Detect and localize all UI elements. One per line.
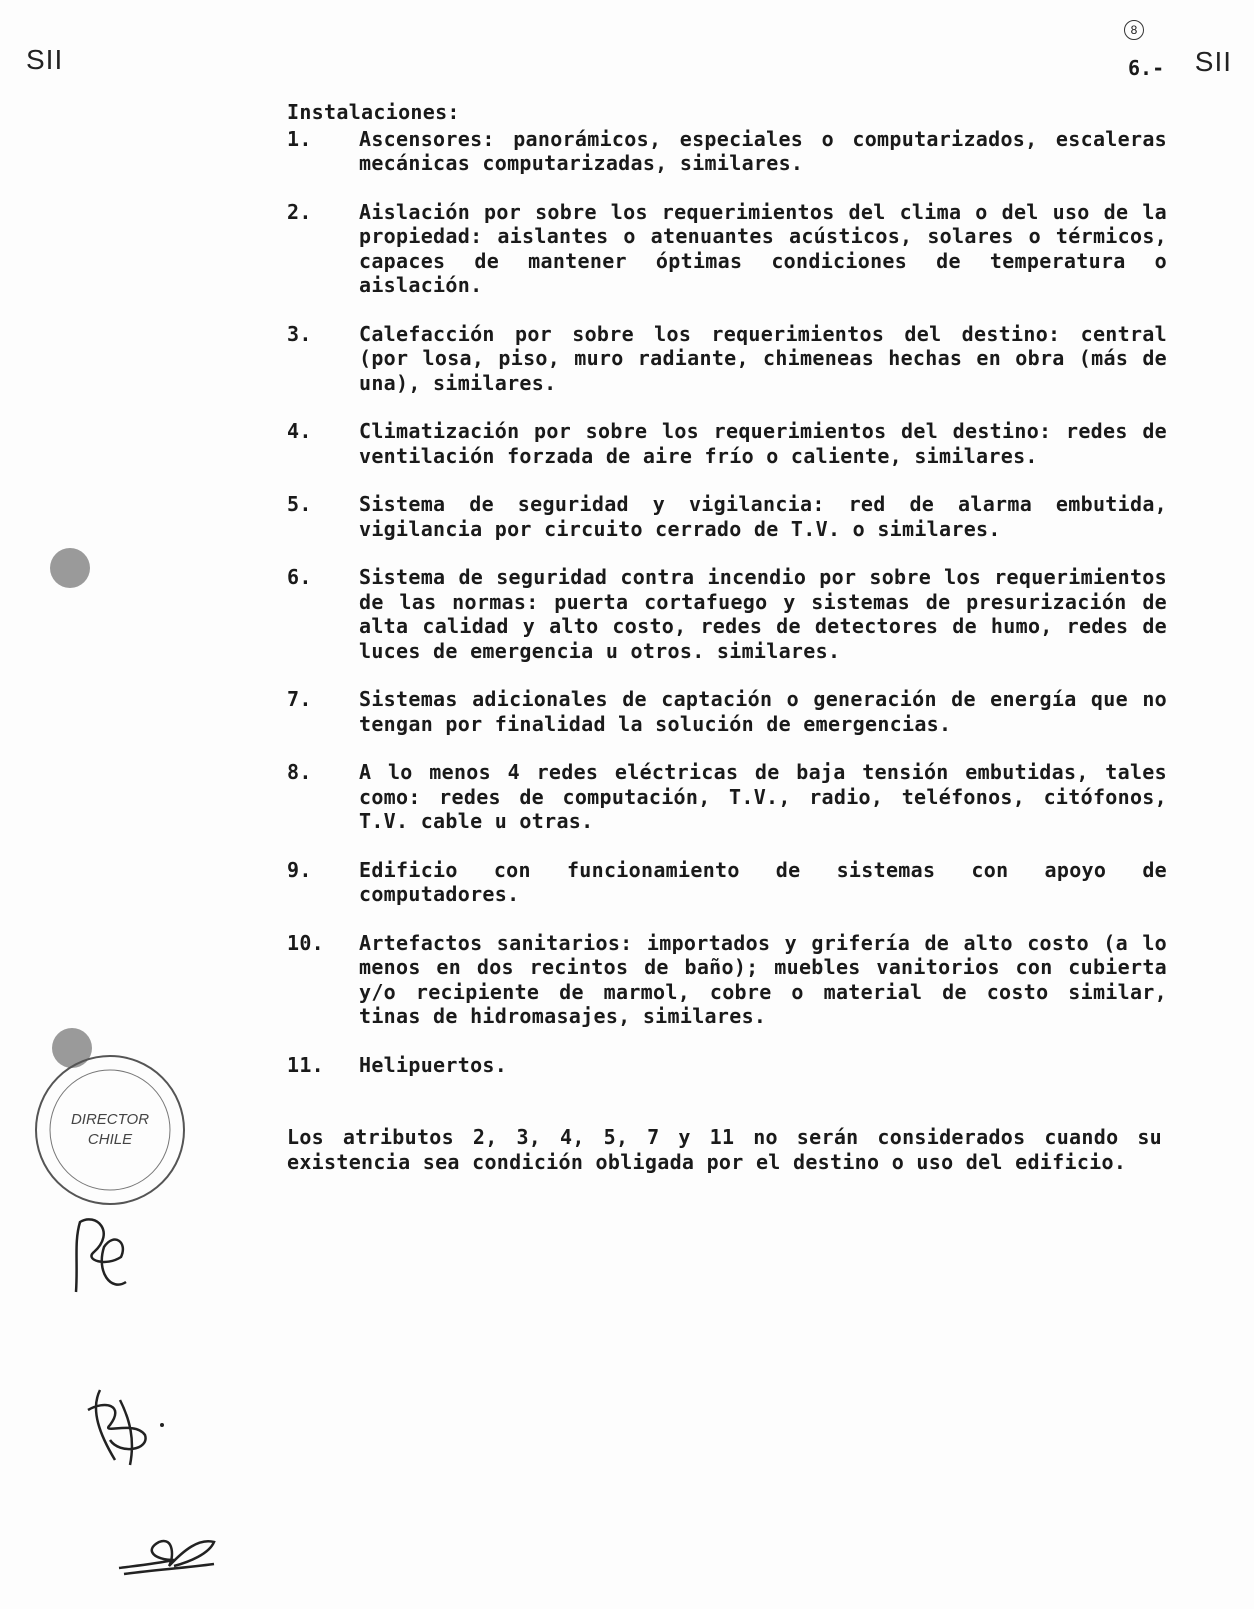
list-item — [287, 565, 1167, 663]
item-text: Sistema de seguridad y vigilancia: red de alarma embutida, vigilancia por circuito cerrado de T.V. o similares. — [359, 492, 1167, 541]
item-number: 7. — [287, 687, 312, 711]
list-item — [287, 1053, 1167, 1078]
item-text: Edificio con funcionamiento de sistemas con apoyo de computadores. — [359, 857, 1167, 906]
document-body — [287, 100, 1167, 1174]
item-text: Calefacción por sobre los requerimientos del destino: central (por losa, piso, muro radiante, chimeneas hechas en obra (más de una), similares. — [359, 321, 1167, 395]
item-number: 5. — [287, 492, 312, 516]
item-number: 9. — [287, 857, 312, 882]
item-number: 2. — [287, 199, 312, 224]
page-number: 6.- — [1128, 56, 1165, 80]
item-number: 8. — [287, 760, 312, 784]
item-text: Artefactos sanitarios: importados y grifería de alto costo (a lo menos en dos recintos de baño); muebles vanitorios con cubierta y/o recipiente de marmol, cobre o material de costo similar, tinas de hidromasajes, similares. — [359, 930, 1167, 1028]
list-item — [287, 419, 1167, 468]
item-number: 10. — [287, 930, 325, 955]
stamp-director-text: DIRECTOR — [70, 1111, 150, 1128]
signature-icon — [80, 1380, 170, 1470]
punch-hole-upper — [50, 548, 90, 588]
item-number: 1. — [287, 126, 312, 151]
item-text: Helipuertos. — [359, 1052, 508, 1077]
item-text: Ascensores: panorámicos, especiales o computarizados, escaleras mecánicas computarizadas, similares. — [359, 126, 1167, 175]
item-text: Aislación por sobre los requerimientos del clima o del uso de la propiedad: aislantes o atenuantes acústicos, solares o térmicos, capaces de mantener óptimas condiciones de temperatura o aislación. — [359, 199, 1167, 297]
item-text: A lo menos 4 redes eléctricas de baja tensión embutidas, tales como: redes de computación, T.V., radio, teléfonos, citófonos, T.V. cable u otras. — [359, 760, 1167, 833]
list-item — [287, 200, 1167, 298]
closing-note: Los atributos 2, 3, 4, 5, 7 y 11 no serán considerados cuando su existencia sea condición obligada por el destino o uso del edificio. — [287, 1125, 1162, 1174]
item-text: Sistemas adicionales de captación o generación de energía que no tengan por finalidad la solución de emergencias. — [359, 687, 1167, 736]
item-number: 3. — [287, 321, 312, 346]
signature-icon — [114, 1530, 224, 1580]
list-item — [287, 858, 1167, 907]
item-text: Climatización por sobre los requerimientos del destino: redes de ventilación forzada de aire frío o caliente, similares. — [359, 419, 1167, 468]
item-number: 11. — [287, 1052, 325, 1077]
official-stamp-icon — [30, 1050, 190, 1210]
sii-mark-right: SII — [1194, 46, 1232, 77]
item-text: Sistema de seguridad contra incendio por sobre los requerimientos de las normas: puerta cortafuego y sistemas de presurización de alta calidad y alto costo, redes de detectores de humo, redes de luces de emergencia u otros. similares. — [359, 565, 1167, 663]
list-item — [287, 687, 1167, 736]
list-item — [287, 127, 1167, 176]
list-item — [287, 760, 1167, 834]
circled-page-mark: 8 — [1124, 20, 1144, 40]
list-item — [287, 322, 1167, 396]
sii-mark-left: SII — [26, 44, 64, 75]
list-item — [287, 492, 1167, 541]
item-number: 4. — [287, 419, 312, 443]
stamp-chile-text: CHILE — [87, 1131, 133, 1148]
signature-icon — [66, 1212, 136, 1302]
section-heading: Instalaciones: — [287, 100, 460, 124]
list-item — [287, 931, 1167, 1029]
item-number: 6. — [287, 565, 312, 589]
